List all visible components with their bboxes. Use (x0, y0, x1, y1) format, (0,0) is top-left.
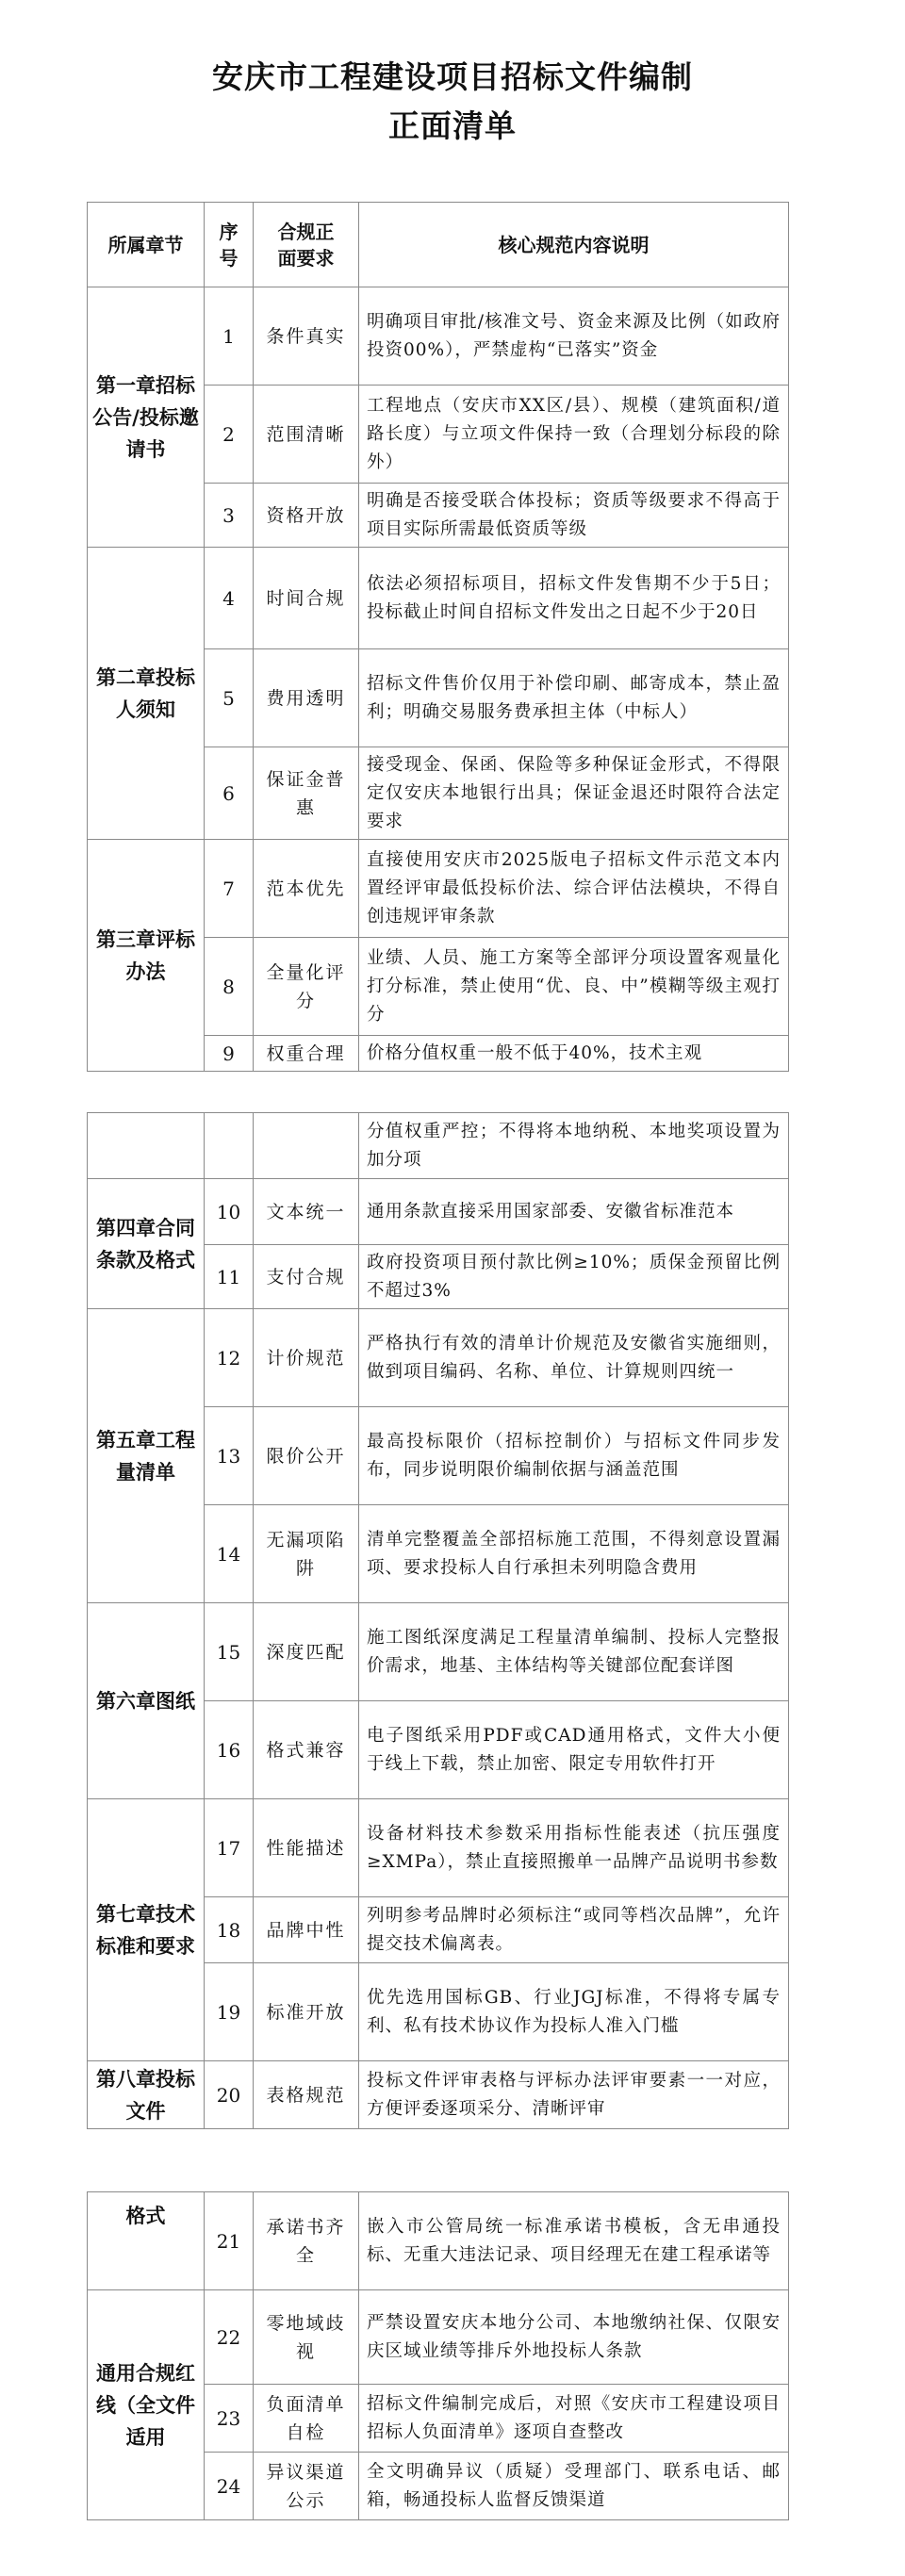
table-row (88, 2290, 789, 2385)
chapter-cell: 第三章评标办法 (88, 840, 205, 1072)
requirement-cell: 标准开放 (254, 1963, 359, 2061)
column-header-content: 核心规范内容说明 (359, 203, 789, 287)
chapter-cell: 第八章投标文件 (88, 2061, 205, 2129)
requirement-cell: 权重合理 (254, 1036, 359, 1072)
page-title: 安庆市工程建设项目招标文件编制 (212, 58, 693, 95)
content-cell: 优先选用国标GB、行业JGJ标准，不得将专属专利、私有技术协议作为投标人准入门槛 (359, 1963, 789, 2061)
requirement-cell: 承诺书齐全 (254, 2192, 359, 2290)
content-cell: 业绩、人员、施工方案等全部评分项设置客观量化打分标准，禁止使用“优、良、中”模糊等级主观打分 (359, 938, 789, 1036)
column-header-seq: 序号 (205, 203, 254, 287)
content-cell: 工程地点（安庆市XX区/县）、规模（建筑面积/道路长度）与立项文件保持一致（合理划分标段的除外） (359, 386, 789, 484)
chapter-cell: 第四章合同条款及格式 (88, 1179, 205, 1309)
table-row (88, 548, 789, 649)
row-number: 4 (205, 548, 254, 649)
requirement-cell: 资格开放 (254, 484, 359, 548)
column-header-chapter: 所属章节 (88, 203, 205, 287)
table-row (88, 287, 789, 386)
content-cell: 依法必须招标项目，招标文件发售期不少于5日；投标截止时间自招标文件发出之日起不少于20日 (359, 548, 789, 649)
table-row (88, 1799, 789, 1897)
row-number: 16 (205, 1701, 254, 1799)
requirement-cell: 负面清单自检 (254, 2385, 359, 2453)
requirement-cell: 品牌中性 (254, 1897, 359, 1963)
row-number: 7 (205, 840, 254, 938)
row-number: 11 (205, 1245, 254, 1309)
content-cell: 通用条款直接采用国家部委、安徽省标准范本 (359, 1179, 789, 1245)
content-cell: 严格执行有效的清单计价规范及安徽省实施细则，做到项目编码、名称、单位、计算规则四统一 (359, 1309, 789, 1407)
content-cell: 价格分值权重一般不低于40%，技术主观 (359, 1036, 789, 1072)
row-number: 21 (205, 2192, 254, 2290)
chapter-cell: 第六章图纸 (88, 1603, 205, 1799)
requirement-cell: 无漏项陷阱 (254, 1505, 359, 1603)
row-number: 5 (205, 649, 254, 747)
row-number: 15 (205, 1603, 254, 1701)
requirement-cell: 限价公开 (254, 1407, 359, 1505)
row-number: 22 (205, 2290, 254, 2385)
row-number: 9 (205, 1036, 254, 1072)
content-cell: 嵌入市公管局统一标准承诺书模板，含无串通投标、无重大违法记录、项目经理无在建工程承诺等 (359, 2192, 789, 2290)
row-number: 3 (205, 484, 254, 548)
chapter-cell: 第二章投标人须知 (88, 548, 205, 840)
regulation-table-part-3 (87, 2191, 789, 2520)
requirement-cell (254, 1113, 359, 1179)
chapter-cell-empty (88, 1113, 205, 1179)
content-cell: 列明参考品牌时必须标注“或同等档次品牌”，允许提交技术偏离表。 (359, 1897, 789, 1963)
requirement-cell: 范围清晰 (254, 386, 359, 484)
content-cell: 设备材料技术参数采用指标性能表述（抗压强度≥XMPa），禁止直接照搬单一品牌产品说明书参数 (359, 1799, 789, 1897)
row-number: 6 (205, 747, 254, 840)
content-cell: 招标文件售价仅用于补偿印刷、邮寄成本，禁止盈利；明确交易服务费承担主体（中标人） (359, 649, 789, 747)
content-cell: 全文明确异议（质疑）受理部门、联系电话、邮箱，畅通投标人监督反馈渠道 (359, 2453, 789, 2520)
requirement-cell: 条件真实 (254, 287, 359, 386)
content-cell: 接受现金、保函、保险等多种保证金形式，不得限定仅安庆本地银行出具；保证金退还时限符合法定要求 (359, 747, 789, 840)
row-number: 23 (205, 2385, 254, 2453)
chapter-cell: 第五章工程量清单 (88, 1309, 205, 1603)
content-cell: 电子图纸采用PDF或CAD通用格式，文件大小便于线上下载，禁止加密、限定专用软件打开 (359, 1701, 789, 1799)
chapter-cell: 格式 (88, 2192, 205, 2290)
requirement-cell: 零地域歧视 (254, 2290, 359, 2385)
requirement-cell: 文本统一 (254, 1179, 359, 1245)
row-number: 19 (205, 1963, 254, 2061)
table-header-row (88, 203, 789, 287)
column-header-requirement: 合规正面要求 (254, 203, 359, 287)
requirement-cell: 性能描述 (254, 1799, 359, 1897)
row-number: 24 (205, 2453, 254, 2520)
table-row (88, 1113, 789, 1179)
requirement-cell: 全量化评分 (254, 938, 359, 1036)
row-number: 10 (205, 1179, 254, 1245)
table-row (88, 2192, 789, 2290)
content-cell: 清单完整覆盖全部招标施工范围，不得刻意设置漏项、要求投标人自行承担未列明隐含费用 (359, 1505, 789, 1603)
regulation-table-part-1 (87, 202, 789, 1072)
table-row (88, 2061, 789, 2129)
requirement-cell: 支付合规 (254, 1245, 359, 1309)
row-number: 14 (205, 1505, 254, 1603)
chapter-cell: 通用合规红线（全文件适用 (88, 2290, 205, 2520)
page-subtitle: 正面清单 (388, 107, 517, 144)
row-number (205, 1113, 254, 1179)
content-cell: 严禁设置安庆本地分公司、本地缴纳社保、仅限安庆区域业绩等排斥外地投标人条款 (359, 2290, 789, 2385)
regulation-table-part-2 (87, 1112, 789, 2129)
content-cell: 分值权重严控；不得将本地纳税、本地奖项设置为加分项 (359, 1113, 789, 1179)
row-number: 8 (205, 938, 254, 1036)
content-cell: 招标文件编制完成后，对照《安庆市工程建设项目招标人负面清单》逐项自查整改 (359, 2385, 789, 2453)
requirement-cell: 计价规范 (254, 1309, 359, 1407)
content-cell: 政府投资项目预付款比例≥10%；质保金预留比例不超过3% (359, 1245, 789, 1309)
requirement-cell: 时间合规 (254, 548, 359, 649)
table-row (88, 840, 789, 938)
chapter-cell: 第一章招标公告/投标邀请书 (88, 287, 205, 548)
requirement-cell: 保证金普惠 (254, 747, 359, 840)
content-cell: 明确项目审批/核准文号、资金来源及比例（如政府投资00%），严禁虚构“已落实”资金 (359, 287, 789, 386)
content-cell: 直接使用安庆市2025版电子招标文件示范文本内置经评审最低投标价法、综合评估法模块，不得自创违规评审条款 (359, 840, 789, 938)
content-cell: 施工图纸深度满足工程量清单编制、投标人完整报价需求，地基、主体结构等关键部位配套详图 (359, 1603, 789, 1701)
row-number: 13 (205, 1407, 254, 1505)
row-number: 20 (205, 2061, 254, 2129)
row-number: 1 (205, 287, 254, 386)
requirement-cell: 表格规范 (254, 2061, 359, 2129)
table-row (88, 1309, 789, 1407)
content-cell: 明确是否接受联合体投标；资质等级要求不得高于项目实际所需最低资质等级 (359, 484, 789, 548)
row-number: 2 (205, 386, 254, 484)
content-cell: 投标文件评审表格与评标办法评审要素一一对应，方便评委逐项采分、清晰评审 (359, 2061, 789, 2129)
requirement-cell: 费用透明 (254, 649, 359, 747)
requirement-cell: 格式兼容 (254, 1701, 359, 1799)
content-cell: 最高投标限价（招标控制价）与招标文件同步发布，同步说明限价编制依据与涵盖范围 (359, 1407, 789, 1505)
table-row (88, 1179, 789, 1245)
requirement-cell: 异议渠道公示 (254, 2453, 359, 2520)
table-row (88, 1603, 789, 1701)
requirement-cell: 深度匹配 (254, 1603, 359, 1701)
requirement-cell: 范本优先 (254, 840, 359, 938)
row-number: 17 (205, 1799, 254, 1897)
row-number: 18 (205, 1897, 254, 1963)
row-number: 12 (205, 1309, 254, 1407)
chapter-cell: 第七章技术标准和要求 (88, 1799, 205, 2061)
